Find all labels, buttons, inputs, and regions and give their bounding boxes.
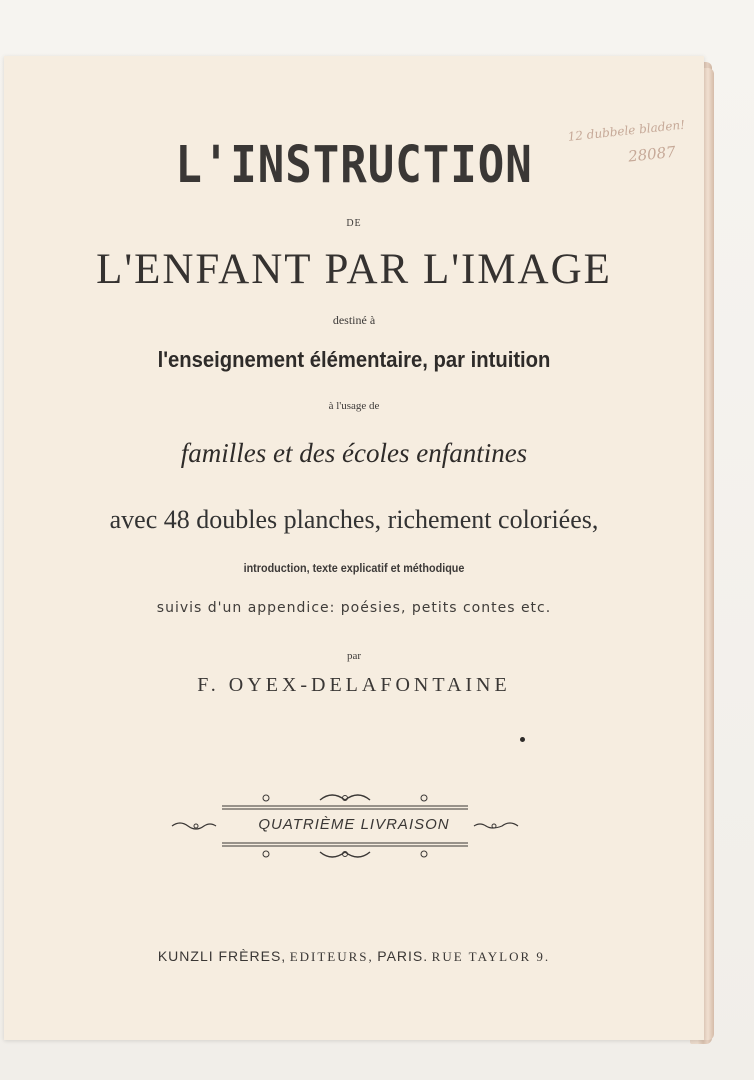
- connector-de: DE: [346, 218, 362, 229]
- ink-dot: [520, 737, 525, 742]
- purpose-text: l'enseignement élémentaire, par intuition: [157, 347, 551, 372]
- par-text: par: [346, 650, 362, 662]
- publisher-name: KUNZLI FRÈRES,: [157, 948, 287, 964]
- author-name: F. OYEX-DELAFONTAINE: [197, 674, 511, 696]
- contents-text: introduction, texte explicatif et méthodique: [243, 561, 465, 575]
- title-page: [4, 56, 704, 1040]
- audience-text: familles et des écoles enfantines: [180, 438, 528, 468]
- publisher-role: EDITEURS,: [289, 949, 374, 964]
- publisher-city: PARIS.: [377, 948, 429, 964]
- plates-text: avec 48 doubles planches, richement coloriées,: [109, 505, 599, 534]
- installment-label: QUATRIÈME LIVRAISON: [258, 816, 450, 833]
- pencil-note-line-2: 28087: [627, 142, 677, 166]
- publisher-line: [4, 948, 704, 966]
- pencil-note-line-1: 12 dubbele bladen!: [567, 117, 686, 144]
- title-line-1: L'INSTRUCTION: [175, 136, 533, 195]
- publisher-street: RUE TAYLOR 9.: [431, 949, 551, 964]
- appendix-text: suivis d'un appendice: poésies, petits contes etc.: [156, 600, 552, 616]
- usage-text: à l'usage de: [328, 400, 380, 412]
- destine-text: destiné à: [332, 313, 376, 327]
- title-line-2: L'ENFANT PAR L'IMAGE: [96, 246, 612, 293]
